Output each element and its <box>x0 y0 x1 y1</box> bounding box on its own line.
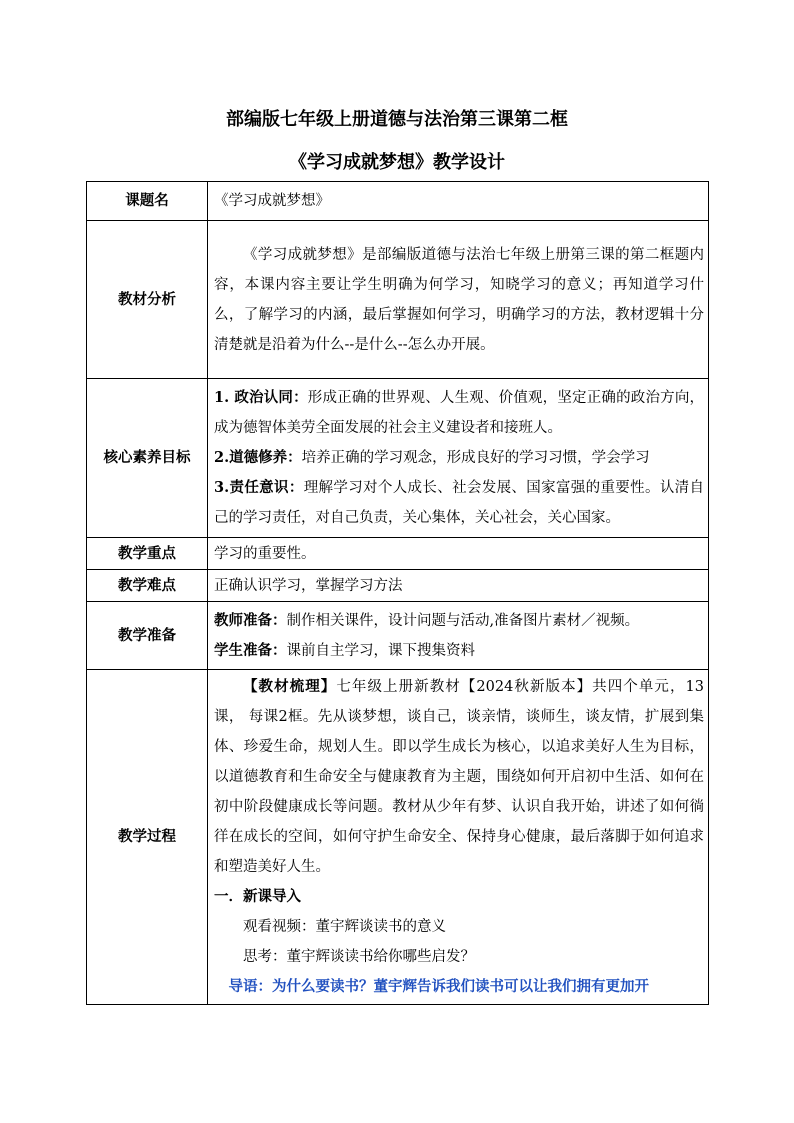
row-label-difficulty: 教学难点 <box>87 570 208 602</box>
watch-video-text: 观看视频：董宇辉谈读书的意义 <box>243 919 446 935</box>
teacher-prep-text: 制作相关课件，设计问题与活动,准备图片素材／视频。 <box>286 612 640 629</box>
table-row <box>87 221 709 379</box>
teacher-prep <box>214 606 704 636</box>
table-row <box>87 670 709 1005</box>
literacy-item-text: 理解学习对个人成长、社会发展、国家富强的重要性。认清自己的学习责任，对自己负责，关心集体，关心社会，关心国家。 <box>214 480 705 526</box>
difficulty-value: 正确认识学习，掌握学习方法 <box>208 570 709 602</box>
row-label-key: 教学重点 <box>87 538 208 570</box>
row-label-analysis: 教材分析 <box>87 221 208 379</box>
teacher-prep-head: 教师准备： <box>214 611 287 629</box>
literacy-item <box>214 443 704 473</box>
lesson-plan-table <box>86 181 709 1005</box>
material-overview-head: 【教材梳理】 <box>243 678 337 695</box>
guide-text: 导语：为什么要读书？董宇辉告诉我们读书可以让我们拥有更加开 <box>228 978 649 995</box>
analysis-text: 《学习成就梦想》是部编版道德与法治七年级上册第三课的第二框题内容，本课内容主要让学生明确为何学习，知晓学习的意义；再知道学习什么，了解学习的内涵，最后掌握如何学习，明确学习的方法，教材逻辑十分清楚就是沿着为什么--是什么--怎么办开展。 <box>214 246 704 353</box>
topic-value: 《学习成就梦想》 <box>208 182 709 221</box>
section-heading: 一．新课导入 <box>214 888 301 905</box>
think-question: 思考：董宇辉谈读书给你哪些启发？ <box>243 949 475 965</box>
literacy-item-head: 1. 政治认同： <box>214 389 308 406</box>
row-label-topic: 课题名 <box>87 182 208 221</box>
literacy-item <box>214 383 704 443</box>
row-label-process: 教学过程 <box>87 670 208 1005</box>
document-subtitle: 《学习成就梦想》教学设计 <box>289 152 505 173</box>
table-row <box>87 379 709 538</box>
row-label-literacy: 核心素养目标 <box>87 379 208 538</box>
row-label-prep: 教学准备 <box>87 602 208 670</box>
material-overview-text: 七年级上册新教材【2024秋新版本】共四个单元，13课， 每课2框。先从谈梦想，谈自己，谈亲情，谈师生，谈友情，扩展到集体、珍爱生命，规划人生。即以学生成长为核心，以追求美好人生为目标，以道德教育和生命安全与健康教育为主题，围绕如何开启初中生活、如何在初中阶段健康成长等问题。教材从少年有梦、认识自我开始，讲述了如何徜徉在成长的空间，如何守护生命安全、保持身心健康，最后落脚于如何追求和塑造美好人生。 <box>214 679 705 875</box>
literacy-item-head: 3.责任意识： <box>214 479 304 496</box>
material-overview <box>214 672 704 882</box>
student-prep <box>214 636 704 666</box>
literacy-item <box>214 473 704 533</box>
literacy-item-text: 形成正确的世界观、人生观、价值观，坚定正确的政治方向，成为德智体美劳全面发展的社会主义建设者和接班人。 <box>214 390 705 436</box>
document-title: 部编版七年级上册道德与法治第三课第二框 <box>226 109 568 130</box>
student-prep-text: 课前自主学习，课下搜集资料 <box>286 642 475 659</box>
table-row <box>87 182 709 221</box>
literacy-item-head: 2.道德修养： <box>214 449 302 466</box>
table-row <box>87 602 709 670</box>
table-row <box>87 538 709 570</box>
literacy-item-text: 培养正确的学习观念，形成良好的学习习惯，学会学习 <box>301 450 650 466</box>
student-prep-head: 学生准备： <box>214 641 287 659</box>
table-row <box>87 570 709 602</box>
key-value: 学习的重要性。 <box>208 538 709 570</box>
